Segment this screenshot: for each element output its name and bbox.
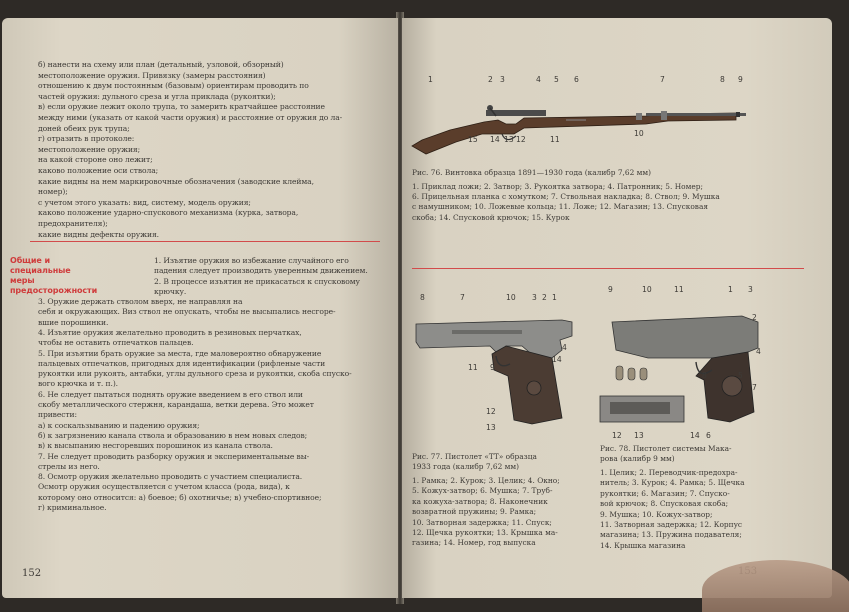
text-line: 4. Изъятие оружия желательно проводить в резиновых перчатках, [38,327,302,337]
callout-number: 8 [720,75,725,84]
text-line: 2. В процессе изъятия не прикасаться к спусковому [154,276,360,286]
callout-number: 9 [490,363,495,372]
page-number-left: 152 [22,568,42,579]
magazine-illustration [598,392,688,432]
text-line: скобу металлического стержня, карандаша, ветки дерева. Это может [38,400,314,409]
callout-number: 4 [562,343,567,352]
callout-number: 13 [634,431,644,440]
text-line: чтобы не оставить отпечатков пальцев. [38,338,194,348]
text-line: 6. Не следует пытаться поднять оружие введением в его ствол или [38,389,303,399]
callout-number: 5 [554,75,559,84]
callout-number: 12 [486,407,496,416]
callout-number: 1 [728,285,733,294]
text-line: местоположение оружия. Привязку (замеры расстояния) [38,70,266,80]
thumb-holding-book [702,560,849,612]
legend-line: 5. Кожух-затвор; 6. Мушка; 7. Труб- [412,486,553,496]
text-line: г) криминальное. [38,503,107,512]
text-line: 3. Оружие держать стволом вверх, не направляя на [38,297,243,306]
text-line: в) к высыпанию несгоревших порошинок из канала ствола. [38,441,273,451]
callout-number: 11 [468,363,478,372]
text-line: а) к соскальзыванию и падению оружия; [38,420,200,430]
callout-number: 10 [634,129,644,138]
legend-line: 1. Рамка; 2. Курок; 3. Целик; 4. Окно; [412,476,560,485]
text-line: какие видны дефекты оружия. [38,229,159,239]
legend-line: нитель; 3. Курок; 4. Рамка; 5. Щечка [600,478,745,488]
callout-number: 2 [752,313,757,322]
text-line: между ними (указать от какой части оружия) и расстояние от оружия до ла- [38,113,343,122]
legend-line: 1. Приклад ложи; 2. Затвор; 3. Рукоятка затвора; 4. Патронник; 5. Номер; [412,182,703,191]
legend-line: с намушником; 10. Ложевые кольца; 11. Ложе; 12. Магазин; 13. Спусковая [412,202,709,212]
text-line: вшие порошинки. [38,317,109,327]
text-line: местоположение оружия; [38,144,141,154]
left-page [2,18,398,598]
callout-number: 3 [532,293,537,302]
callout-number: 1 [552,293,557,302]
text-line: доней обеих рук трупа; [38,123,130,133]
legend-line: скоба; 14. Спусковой крючок; 15. Курок [412,212,570,222]
text-line: отношению к двум постоянным (базовым) ориентирам проводить по [38,81,309,91]
callout-number: 7 [460,293,465,302]
callout-number: 10 [506,293,516,302]
legend-line: ка кожуха-затвора; 8. Наконечник [412,496,548,506]
figure-divider [412,268,804,269]
legend-line: 10. Затворная задержка; 11. Спуск; [412,517,552,527]
text-line: себя и окружающих. Виз ствол не опускать, чтобы не высыпались несгоре- [38,307,336,317]
section-heading-line: специальные [10,266,71,275]
section-heading-line: предосторожности [10,286,98,295]
callout-number: 14 [690,431,700,440]
text-line: каково положение оси ствола; [38,166,159,175]
text-line: частей оружия: дульного среза и угла приклада (рукоятки); [38,91,276,101]
legend-line: магазина; 13. Пружина подавателя; [600,530,742,540]
callout-number: 7 [752,383,757,392]
legend-line: 1. Целик; 2. Переводчик-предохра- [600,468,738,477]
legend-line: рукоятки; 6. Магазин; 7. Спуско- [600,488,730,498]
text-line: вого крючка и т. п.). [38,379,118,389]
callout-number: 8 [420,293,425,302]
text-line: б) к загрязнению канала ствола и образованию в нем новых следов; [38,430,308,440]
callout-number: 6 [574,75,579,84]
callout-number: 9 [738,75,743,84]
text-line: г) отразить в протоколе: [38,134,135,144]
callout-number: 2 [542,293,547,302]
section-divider [30,241,380,242]
callout-number: 15 [468,135,478,144]
callout-number: 14 [490,135,500,144]
section-heading-line: меры [10,276,35,285]
text-line: Осмотр оружия осуществляется с учетом класса (рода, вида), к [38,482,290,492]
callout-number: 3 [500,75,505,84]
tt-pistol-illustration [412,300,582,440]
callout-number: 1 [428,75,433,84]
caption-line: Рис. 77. Пистолет «ТТ» образца [412,452,537,461]
callout-number: 10 [642,285,652,294]
text-line: с учетом этого указать: вид, систему, модель оружия; [38,197,251,207]
text-line: б) нанести на схему или план (детальный, узловой, обзорный) [38,60,284,69]
callout-number: 12 [516,135,526,144]
text-line: пальцевых отпечатков, пригодных для идентификации (рифленые части [38,358,326,368]
legend-line: 12. Щечка рукоятки; 13. Крышка ма- [412,528,558,537]
callout-number: 4 [536,75,541,84]
text-line: на какой стороне оно лежит; [38,155,153,165]
callout-number: 7 [660,75,665,84]
rifle-illustration [406,76,826,156]
text-line: 7. Не следует проводить разборку оружия и экспериментальные вы- [38,451,310,461]
text-line: в) если оружие лежит около трупа, то замерить кратчайшее расстояние [38,102,325,112]
legend-line: 9. Мушка; 10. Кожух-затвор; [600,509,713,519]
text-line: привести: [38,410,77,420]
callout-number: 6 [706,431,711,440]
text-line: предохранителя); [38,219,108,228]
callout-number: 2 [488,75,493,84]
callout-number: 13 [486,423,496,432]
text-line: падения следует производить уверенным движением. [154,266,368,276]
text-line: 5. При изъятии брать оружие за места, где маловероятно обнаружение [38,348,322,358]
text-line: 8. Осмотр оружия желательно проводить с участием специалиста. [38,472,303,482]
legend-line: вой крючок; 8. Спусковая скоба; [600,499,729,509]
callout-number: 12 [612,431,622,440]
fig76-caption: Рис. 76. Винтовка образца 1891—1930 года (калибр 7,62 мм) [412,168,652,177]
text-line: крючку. [154,286,187,296]
legend-line: 11. Затворная задержка; 12. Корпус [600,520,743,529]
caption-line: Рис. 78. Пистолет системы Мака- [600,444,732,453]
text-line: рукоятки или рукоять, антабки, углы дульного среза и рукоятки, скоба спуско- [38,369,352,379]
text-line: каково положение ударно-спускового механизма (курка, затвора, [38,208,299,218]
callout-number: 11 [674,285,684,294]
callout-number: 9 [608,285,613,294]
right-page [402,18,832,598]
caption-line: рова (калибр 9 мм) [600,454,675,463]
callout-number: 8 [702,371,707,380]
text-line: 1. Изъятие оружия во избежание случайного его [154,256,349,265]
callout-number: 3 [748,285,753,294]
text-line: номер); [38,187,68,197]
callout-number: 13 [504,135,514,144]
legend-line: газина; 14. Номер, год выпуска [412,538,536,548]
callout-number: 14 [552,355,562,364]
callout-number: 4 [756,347,761,356]
legend-line: 6. Прицельная планка с хомутком; 7. Ствольная накладка; 8. Ствол; 9. Мушка [412,192,720,202]
section-heading-line: Общие и [10,256,50,265]
text-line: которому оно относится: а) боевое; б) охотничье; в) учебно-спортивное; [38,492,322,502]
legend-line: возвратной пружины; 9. Рамка; [412,507,537,517]
caption-line: 1933 года (калибр 7,62 мм) [412,462,520,471]
legend-line: 14. Крышка магазина [600,540,686,550]
callout-number: 5 [738,371,743,380]
text-line: какие видны на нем маркировочные обозначения (заводские клейма, [38,176,314,186]
callout-number: 11 [550,135,560,144]
text-line: стрелы из него. [38,461,100,471]
